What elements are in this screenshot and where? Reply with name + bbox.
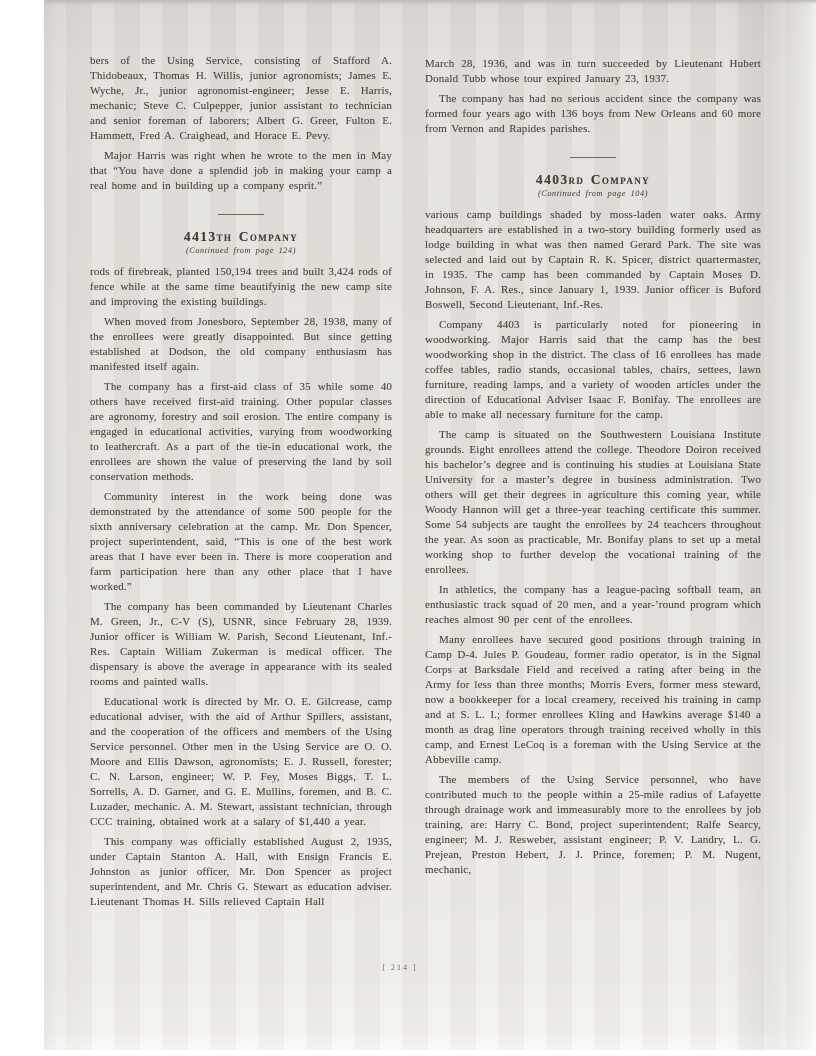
- paragraph: Major Harris was right when he wrote to the men in May that “You have done a splendid job in making your camp a real home and in building up a company esprit.”: [90, 150, 392, 192]
- continued-from-note: (Continued from page 124): [185, 246, 297, 255]
- section-title: 4403rd Company: [535, 172, 651, 187]
- continued-from-note: (Continued from page 104): [537, 189, 649, 198]
- paragraph: This company was officially established August 2, 1935, under Captain Stanton A. Hall, with Ensign Francis E. Johnston as junior officer, Mr. Don Spencer as project superintendent, and Mr. Chris G. Stewart as education adviser. Lieutenant Thomas H. Sills relieved Captain Hall: [90, 836, 392, 908]
- page-number: [ 214 ]: [382, 963, 418, 972]
- paragraph: The company has been commanded by Lieutenant Charles M. Green, Jr., C-V (S), USNR, since February 28, 1939. Junior officer is William W. Parish, Second Lieutenant, Inf.-Res. Captain William Zukerman is medical officer. The dispensary is above the average in appearance with its sealed rooms and painted walls.: [90, 601, 392, 688]
- paragraph: The company has had no serious accident since the company was formed four years ago with 136 boys from New Orleans and 60 more from Vernon and Rapides parishes.: [425, 93, 761, 135]
- paragraph: When moved from Jonesboro, September 28, 1938, many of the enrollees were greatly disappointed. But since getting established at Dodson, the old company enthusiasm has manifested itself again.: [90, 316, 392, 373]
- section-divider-rule: [218, 214, 264, 215]
- section-header-4413: [90, 214, 392, 256]
- page-content: [44, 0, 816, 1050]
- right-column: [425, 57, 761, 883]
- paragraph: rods of firebreak, planted 150,194 trees and built 3,424 rods of fence while at the same time beautifyinig the new camp site and improving the existing buildings.: [90, 266, 392, 308]
- paragraph: March 28, 1936, and was in turn succeeded by Lieutenant Hubert Donald Tubb whose tour expired January 23, 1937.: [425, 58, 761, 85]
- paragraph: The camp is situated on the Southwestern Louisiana Institute grounds. Eight enrollees attend the college. Theodore Doiron received his bachelor’s degree and is continuing his studies at Louisiana State University for a master’s degree in business administration. Two others will get their degrees in agriculture this coming year, while Woody Hannon will get a three-year teaching certificate this summer. Some 54 subjects are taught the enrollees by 24 teachcers throughout the year. As soon as practicable, Mr. Bonifay plans to set up a metal working shop to further develop the vocational training of the enrollees.: [425, 429, 761, 576]
- paragraph: The members of the Using Service personnel, who have contributed much to the people within a 25-mile radius of Lafayette through drainage work and immeasurably more to the enrollees by job training, are: Harry C. Bond, project superintendent; Ralfe Searcy, engineer; M. J. Resweber, assistant engineer; P. V. Landry, L. G. Prejean, Preston Hebert, J. J. Prince, foremen; P. M. Nugent, mechanic,: [425, 774, 761, 876]
- section-header-4403: [425, 157, 761, 199]
- paragraph: various camp buildings shaded by moss-laden water oaks. Army headquarters are established in a two-story building formerly used as lodge building in what was then named Gerard Park. The site was selected and laid out by Captain R. K. Spicer, district quartermaster, in 1935. The camp has been commanded by Captain Moses D. Johnson, F. A. Res., since January 1, 1939. Junior officer is Buford Boswell, Second Lieutenant, Inf.-Res.: [425, 209, 761, 311]
- section-title: 4413th Company: [183, 229, 299, 244]
- paragraph: Many enrollees have secured good positions through training in Camp D-4. Jules P. Goudeau, former radio operator, is in the Signal Corps at Barksdale Field and received a rating after being in the Army for less than three months; Morris Evers, former mess steward, now a bookkeeper for a local creamery, received his training in camp and at S. L. I.; former enrollees Kling and Hawkins average $140 a month as drag line operators through training received wholly in this camp, and Ernest LeCoq is a foreman with the Using Service at the Abbeville camp.: [425, 634, 761, 766]
- paragraph: Company 4403 is particularly noted for pioneering in woodworking. Major Harris said that the camp has the best woodworking shop in the district. The class of 16 enrollees has made coffee tables, radio stands, occasional tables, chairs, settees, lawn furniture, reading lamps, and a variety of wooden articles under the direction of Educational Adviser Isaac F. Bonifay. The enrollees are able to make all necessary furniture for the camp.: [425, 319, 761, 421]
- left-column: [90, 54, 392, 915]
- paragraph: bers of the Using Service, consisting of Stafford A. Thidobeaux, Thomas H. Willis, junior agronomists; James E. Wyche, Jr., junior agronomist-engineer; Jesse E. Harris, mechanic; Steve C. Culpepper, junior assistant to technician and senior foreman of laborers; Albert G. Greer, Fulton E. Hammett, Fred A. Craighead, and Horace E. Pevy.: [90, 55, 392, 142]
- paragraph: Community interest in the work being done was demonstrated by the attendance of some 500 people for the sixth anniversary celebration at the camp. Mr. Don Spencer, project superintendent, said, “This is one of the best work areas that I have ever been in. There is more cooperation and farm participation here than any other place that I have worked.”: [90, 491, 392, 593]
- paragraph: Educational work is directed by Mr. O. E. Gilcrease, camp educational adviser, with the aid of Arthur Spillers, assistant, and the cooperation of the officers and members of the Using Service personnel. Other men in the Using Service are O. O. Moore and Ellis Dawson, agronomists; E. J. Russell, forester; C. N. Larson, engineer; W. P. Fey, Moses Biggs, T. L. Sorrells, A. D. Garner, and G. E. Mullins, foremen, and B. C. Luzader, mechanic. A. M. Stewart, assistant technician, through CCC training, obtained work at a salary of $1,440 a year.: [90, 696, 392, 828]
- scanned-book-page: [44, 0, 816, 1050]
- paragraph: The company has a first-aid class of 35 while some 40 others have received first-aid training. Other popular classes are agronomy, forestry and soil erosion. The entire company is engaged in educational activities, varying from woodworking to leathercraft. As a part of the tie-in educational work, the enrollees are shown the value of preserving the land by soil conservation methods.: [90, 381, 392, 483]
- section-divider-rule: [570, 157, 616, 158]
- paragraph: In athletics, the company has a league-pacing softball team, an enthusiastic track squad of 20 men, and a year-’round program which reaches almost 90 per cent of the enrollees.: [425, 584, 761, 626]
